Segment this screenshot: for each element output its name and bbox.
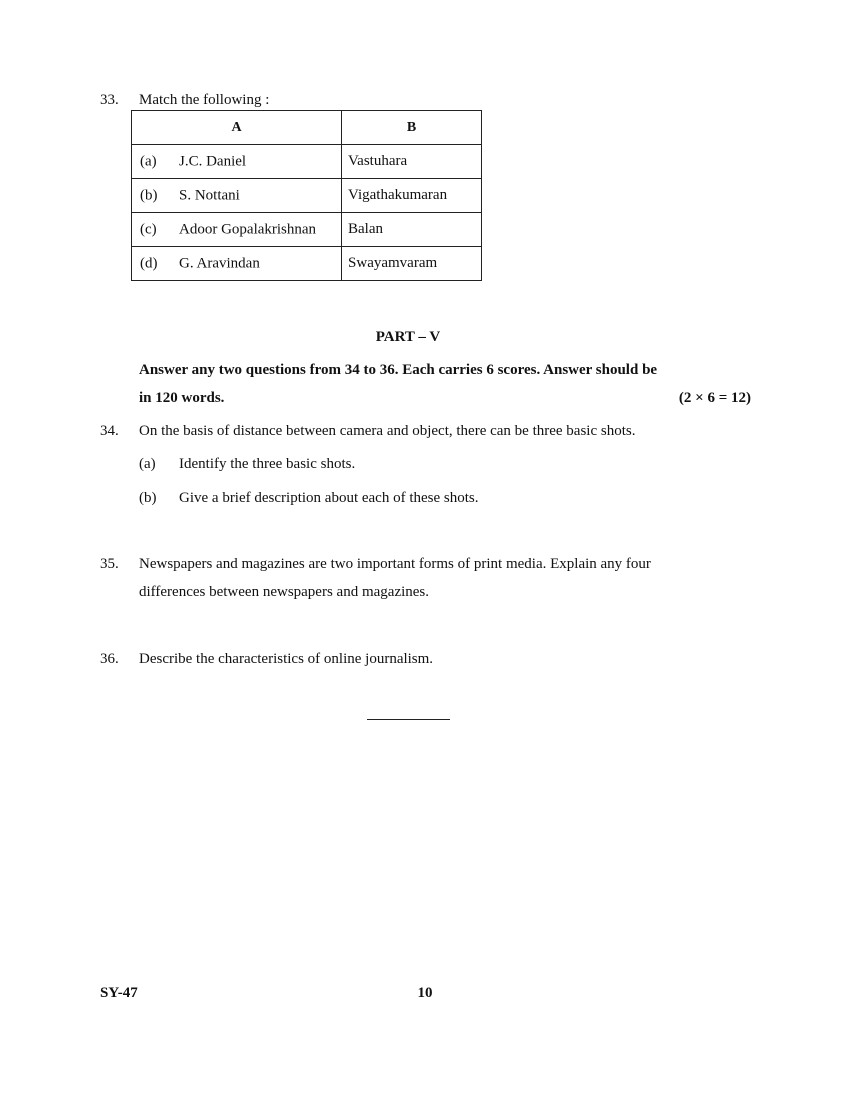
column-a-cell: J.C. Daniel [179,153,247,169]
question-34b-text: Give a brief description about each of these shots. [179,490,479,506]
question-34-number: 34. [100,423,119,439]
column-b-cell: Vigathakumaran [342,179,482,213]
row-label: (a) [140,153,157,169]
part-instruction-line-2: in 120 words. [139,390,225,406]
table-row [132,179,482,213]
question-33-text: Match the following : [139,92,270,108]
row-label: (d) [140,255,158,271]
column-a-header: A [132,111,342,145]
column-a-cell: Adoor Gopalakrishnan [179,221,317,237]
question-34a-label: (a) [139,456,156,472]
table-row [132,213,482,247]
part-title: PART – V [375,329,441,345]
part-marks: (2 × 6 = 12) [678,390,751,406]
row-label: (c) [140,221,157,237]
column-b-cell: Balan [342,213,482,247]
question-34b-label: (b) [139,490,157,506]
question-34-text: On the basis of distance between camera and object, there can be three basic shots. [139,423,636,439]
match-table [131,110,482,281]
part-instruction-line-1: Answer any two questions from 34 to 36. Each carries 6 scores. Answer should be [139,362,658,378]
page-number: 10 [417,985,433,1001]
question-36-number: 36. [100,651,119,667]
column-b-header: B [342,111,482,145]
question-35-number: 35. [100,556,119,572]
question-36-text: Describe the characteristics of online journalism. [139,651,434,667]
end-rule [367,719,450,720]
question-33-number: 33. [100,92,119,108]
table-row [132,247,482,281]
question-35-line-1: Newspapers and magazines are two important forms of print media. Explain any four [139,556,651,572]
question-35-line-2: differences between newspapers and magazines. [139,584,430,600]
question-34a-text: Identify the three basic shots. [179,456,356,472]
column-b-cell: Vastuhara [342,145,482,179]
column-a-cell: G. Aravindan [179,255,260,271]
table-row [132,145,482,179]
column-a-cell: S. Nottani [179,187,240,203]
row-label: (b) [140,187,158,203]
column-b-cell: Swayamvaram [342,247,482,281]
footer-code: SY-47 [100,985,138,1001]
match-table-header [132,111,482,145]
